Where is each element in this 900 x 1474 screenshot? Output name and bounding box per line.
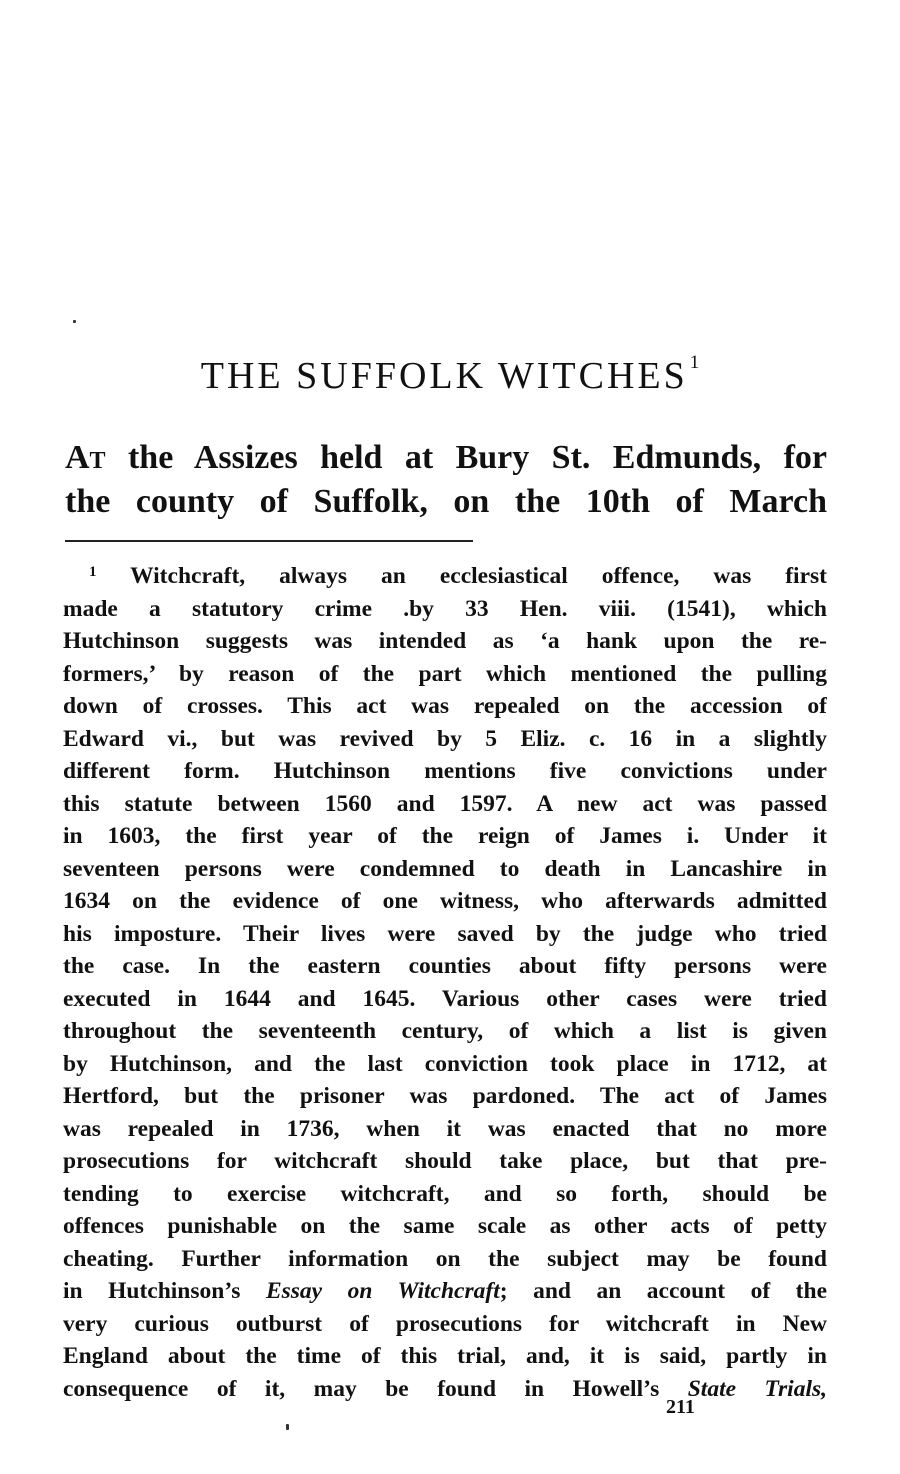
footnote-line [63, 556, 827, 593]
footnote-line: his imposture. Their lives were saved by the judge who tried [63, 920, 827, 947]
footnote-line: very curious outburst of prosecutions for witchcraft in New [63, 1310, 827, 1337]
footnote-line-text: Witchcraft, always an ecclesiastical offence, was first [130, 563, 827, 589]
opening-small-caps: At [65, 439, 106, 476]
opening-paragraph [65, 436, 827, 524]
footnote-line [63, 1373, 827, 1406]
footnote-line: by Hutchinson, and the last conviction took place in 1712, at [63, 1050, 827, 1077]
footnote-line: this statute between 1560 and 1597. A new act was passed [63, 790, 827, 817]
footnote-separator [65, 540, 473, 542]
footnote [63, 556, 827, 1405]
footnote-mark: 1 [89, 564, 97, 580]
opening-line-rest: the Assizes held at Bury St. Edmunds, for [105, 439, 827, 476]
footnote-line: cheating. Further information on the subject may be found [63, 1245, 827, 1272]
footnote-line: Hutchinson suggests was intended as ‘a hank upon the re- [63, 628, 827, 654]
footnote-line: down of crosses. This act was repealed on the accession of [63, 693, 827, 719]
footnote-line: was repealed in 1736, when it was enacted that no more [63, 1115, 827, 1142]
chapter-title [0, 352, 900, 398]
footnote-line: the case. In the eastern counties about fifty persons were [63, 953, 827, 979]
scan-speck [286, 1424, 289, 1430]
footnote-line: tending to exercise witchcraft, and so forth, should be [63, 1180, 827, 1207]
footnote-line: Edward vi., but was revived by 5 Eliz. c. 16 in a slightly [63, 725, 827, 752]
footnote-line-text: consequence of it, may be found in Howell’s [63, 1375, 688, 1402]
text-line [65, 436, 827, 480]
footnote-line: in 1603, the first year of the reign of James i. Under it [63, 823, 827, 849]
footnote-line: 1634 on the evidence of one witness, who afterwards admitted [63, 888, 827, 914]
footnote-line: England about the time of this trial, and, it is said, partly in [63, 1343, 827, 1369]
footnote-line-text: in Hutchinson’s [63, 1278, 266, 1304]
footnote-line: formers,’ by reason of the part which mentioned the pulling [63, 660, 827, 687]
footnote-line: different form. Hutchinson mentions five convictions under [63, 758, 827, 784]
scan-speck [73, 320, 76, 323]
footnote-line: seventeen persons were condemned to death in Lancashire in [63, 855, 827, 882]
footnote-line: executed in 1644 and 1645. Various other cases were tried [63, 985, 827, 1012]
footnote-line: Hertford, but the prisoner was pardoned. The act of James [63, 1083, 827, 1109]
footnote-line: offences punishable on the same scale as other acts of petty [63, 1213, 827, 1239]
footnote-line-text: ; and an account of the [499, 1278, 827, 1304]
footnote-line: prosecutions for witchcraft should take place, but that pre- [63, 1148, 827, 1174]
text-line: the county of Suffolk, on the 10th of March [65, 483, 827, 520]
chapter-title-text: THE SUFFOLK WITCHES [200, 355, 688, 397]
book-title-italic: State Trials, [687, 1375, 827, 1402]
footnote-reference: 1 [689, 352, 700, 373]
book-title-italic: Essay on Witchcraft [265, 1278, 500, 1304]
page-number: 211 [666, 1396, 695, 1418]
footnote-line: made a statutory crime .by 33 Hen. viii. (1541), which [63, 595, 827, 622]
footnote-line [63, 1275, 827, 1308]
footnote-line: throughout the seventeenth century, of which a list is given [63, 1018, 827, 1044]
